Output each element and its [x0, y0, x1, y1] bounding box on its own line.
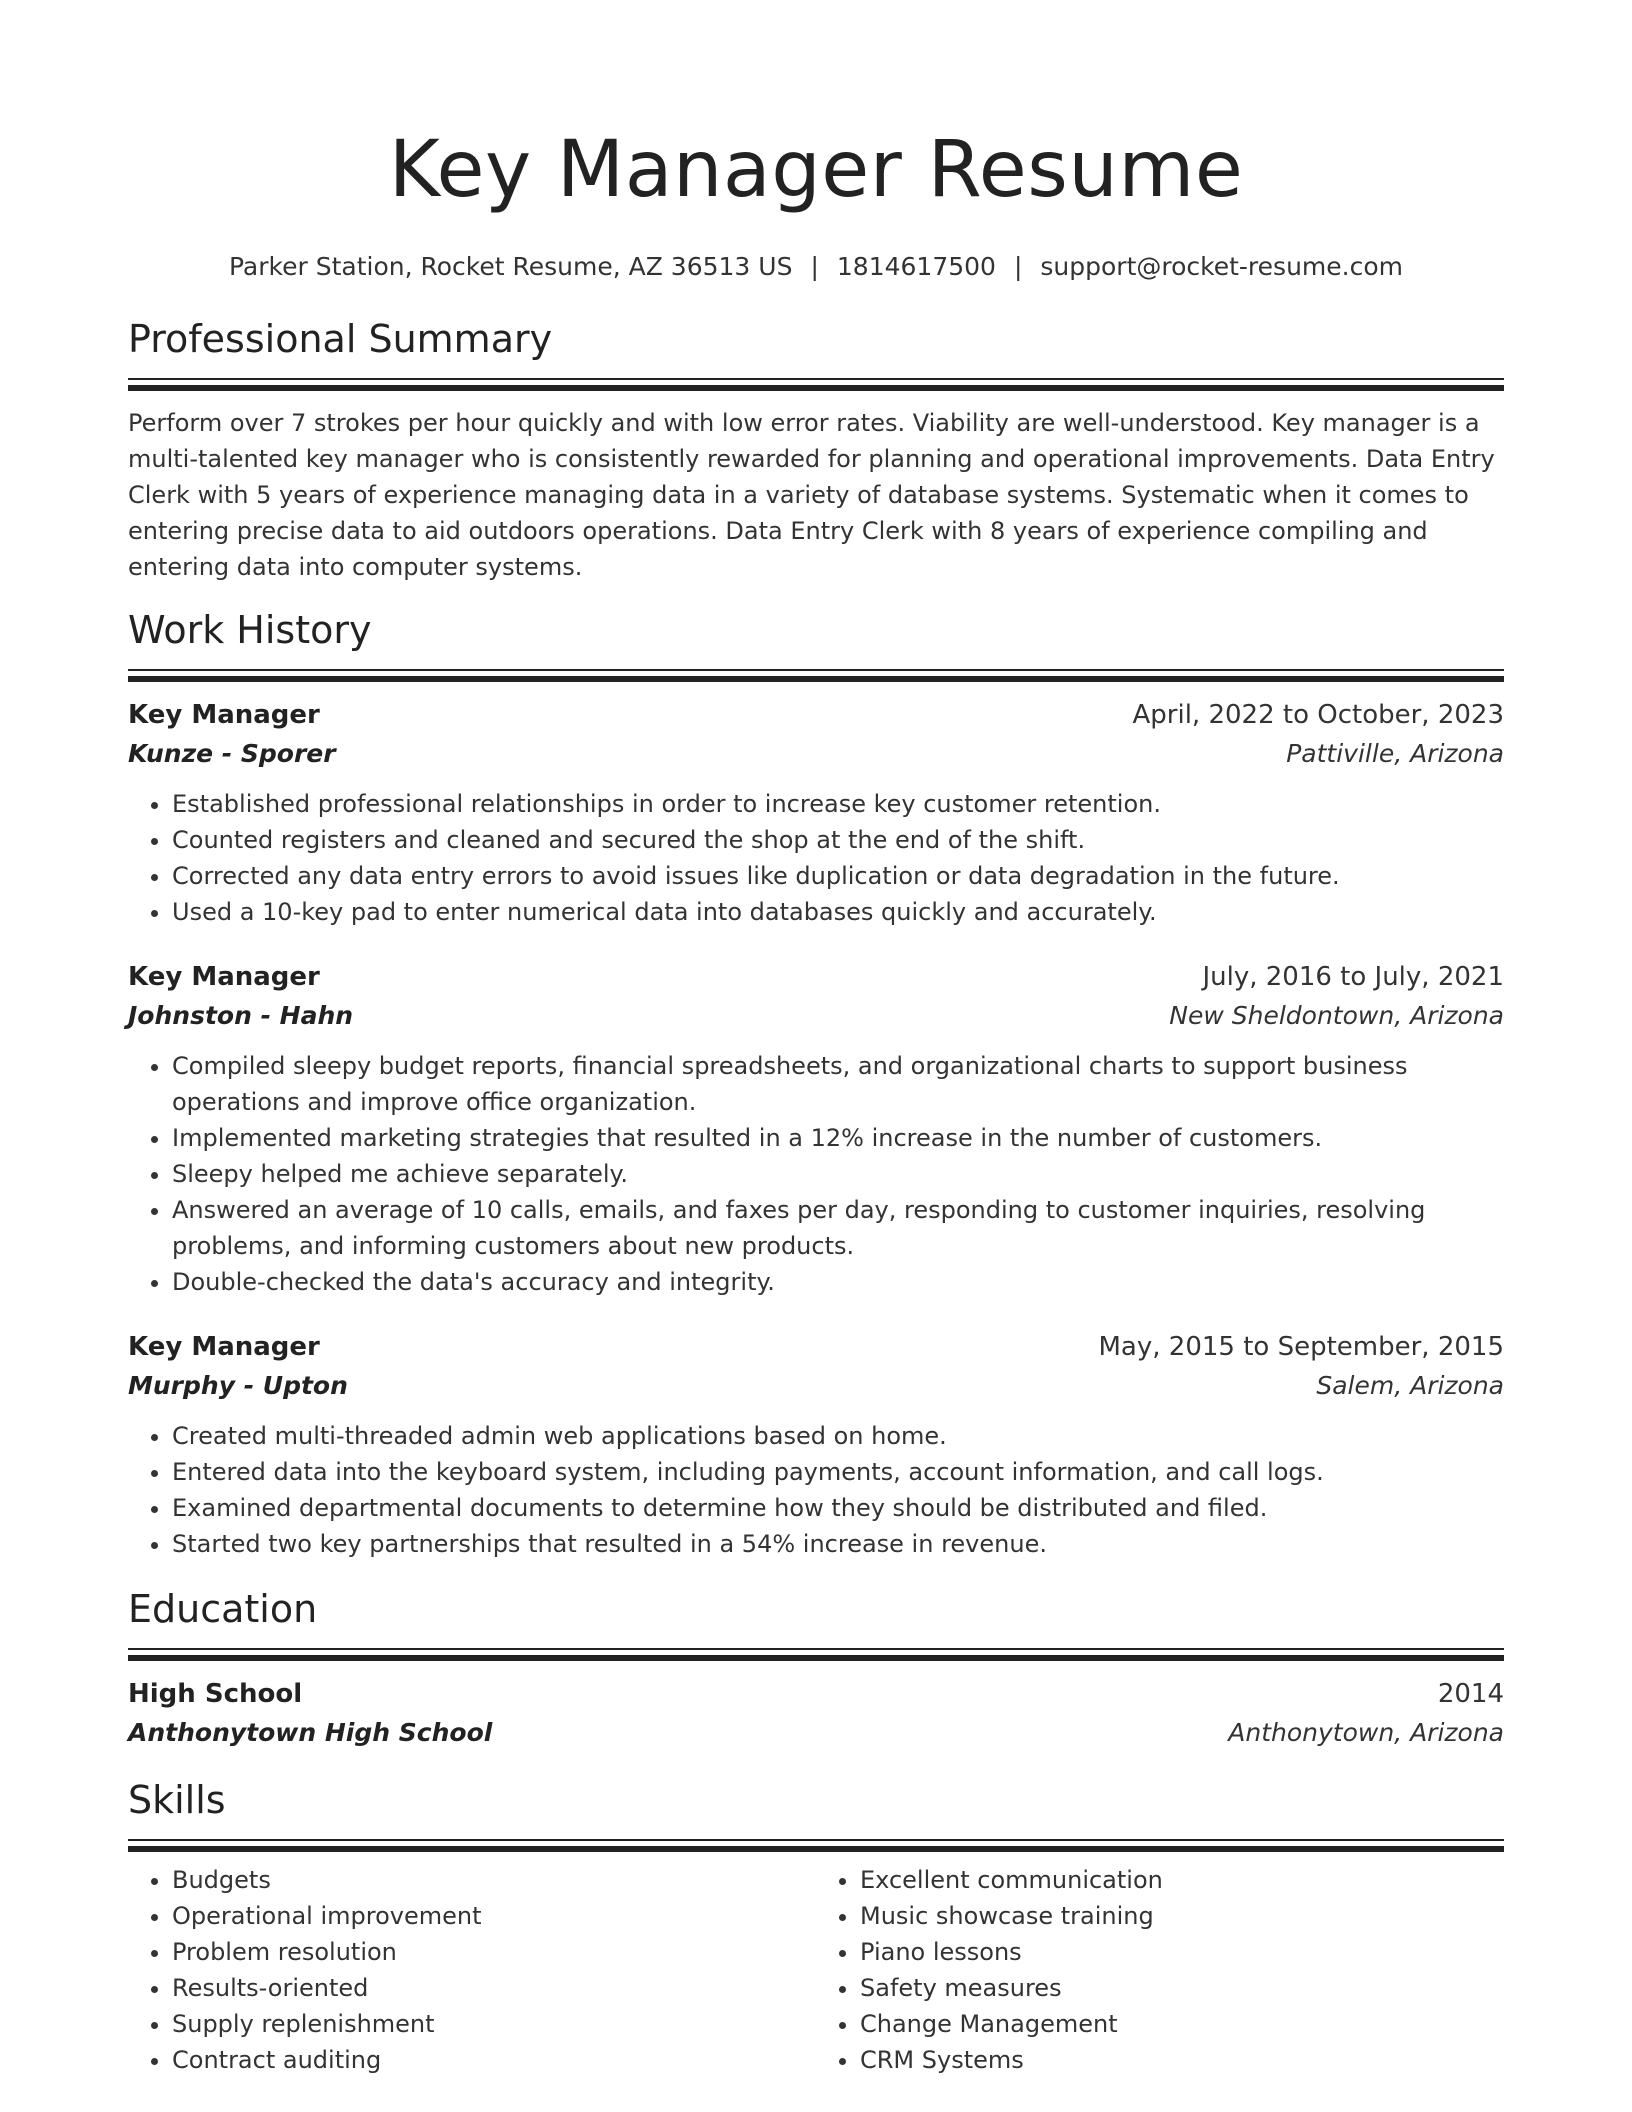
summary-section — [128, 314, 1504, 585]
job-role: Key Manager — [128, 700, 320, 730]
section-divider — [128, 378, 1504, 391]
job-bullets — [128, 1418, 1504, 1562]
list-item: • Results-oriented — [172, 1970, 816, 2006]
job-company: Johnston - Hahn — [128, 1001, 354, 1030]
contact-email: support@rocket-resume.com — [1040, 252, 1403, 281]
job-bullets — [128, 786, 1504, 930]
contact-separator: | — [1013, 252, 1023, 281]
list-item: • Established professional relationships in order to increase key customer retention. — [172, 786, 1504, 822]
section-divider — [128, 1648, 1504, 1661]
contact-line — [128, 250, 1504, 284]
job-location: Pattiville, Arizona — [1286, 739, 1504, 768]
contact-phone: 1814617500 — [836, 252, 996, 281]
summary-text: Perform over 7 strokes per hour quickly and with low error rates. Viability are well-understood. Key manager is a multi-talented key manager who is consistently rewarded for planning and operational improvements. Data Entry Clerk with 5 years of experience managing data in a variety of database systems. Systematic when it comes to entering precise data to aid outdoors operations. Data Entry Clerk with 8 years of experience compiling and entering data into computer systems. — [128, 409, 1495, 581]
list-item: • Started two key partnerships that resulted in a 54% increase in revenue. — [172, 1526, 1504, 1562]
section-title-work: Work History — [128, 608, 372, 652]
list-item: • Contract auditing — [172, 2042, 816, 2078]
list-item: • Double-checked the data's accuracy and integrity. — [172, 1264, 1504, 1300]
list-item: • Excellent communication — [860, 1862, 1504, 1898]
education-entry — [128, 1675, 1504, 1753]
list-item: • Change Management — [860, 2006, 1504, 2042]
list-item: • Compiled sleepy budget reports, financial spreadsheets, and organizational charts to support business operations and improve office organization. — [172, 1048, 1504, 1120]
job-dates: May, 2015 to September, 2015 — [1098, 1332, 1504, 1362]
list-item: • CRM Systems — [860, 2042, 1504, 2078]
education-year: 2014 — [1437, 1679, 1504, 1709]
list-item: • Used a 10-key pad to enter numerical data into databases quickly and accurately. — [172, 894, 1504, 930]
job-company: Kunze - Sporer — [128, 739, 336, 768]
job-company: Murphy - Upton — [128, 1371, 348, 1400]
list-item: • Piano lessons — [860, 1934, 1504, 1970]
work-section — [128, 605, 1504, 1562]
skills-list-left — [128, 1862, 816, 2078]
list-item: • Operational improvement — [172, 1898, 816, 1934]
list-item: • Sleepy helped me achieve separately. — [172, 1156, 1504, 1192]
list-item: • Music showcase training — [860, 1898, 1504, 1934]
job-bullets — [128, 1048, 1504, 1300]
resume-title: Key Manager Resume — [388, 125, 1244, 215]
list-item: • Problem resolution — [172, 1934, 816, 1970]
section-divider — [128, 1839, 1504, 1852]
job-entry — [128, 696, 1504, 930]
list-item: • Created multi-threaded admin web applications based on home. — [172, 1418, 1504, 1454]
list-item: • Budgets — [172, 1862, 816, 1898]
skills-list-right — [816, 1862, 1504, 2078]
job-role: Key Manager — [128, 962, 320, 992]
list-item: • Entered data into the keyboard system, including payments, account information, and call logs. — [172, 1454, 1504, 1490]
job-dates: July, 2016 to July, 2021 — [1202, 962, 1504, 992]
job-entry — [128, 958, 1504, 1300]
list-item: • Implemented marketing strategies that resulted in a 12% increase in the number of customers. — [172, 1120, 1504, 1156]
education-school: Anthonytown High School — [128, 1718, 493, 1747]
section-divider — [128, 669, 1504, 682]
list-item: • Supply replenishment — [172, 2006, 816, 2042]
section-title-skills: Skills — [128, 1778, 226, 1822]
list-item: • Corrected any data entry errors to avoid issues like duplication or data degradation in the future. — [172, 858, 1504, 894]
list-item: • Answered an average of 10 calls, emails, and faxes per day, responding to customer inquiries, resolving problems, and informing customers about new products. — [172, 1192, 1504, 1264]
contact-separator: | — [810, 252, 819, 281]
education-location: Anthonytown, Arizona — [1228, 1718, 1504, 1747]
list-item: • Examined departmental documents to determine how they should be distributed and filed. — [172, 1490, 1504, 1526]
job-role: Key Manager — [128, 1332, 320, 1362]
list-item: • Counted registers and cleaned and secured the shop at the end of the shift. — [172, 822, 1504, 858]
contact-address: Parker Station, Rocket Resume, AZ 36513 US — [228, 252, 793, 281]
section-title-education: Education — [128, 1587, 318, 1631]
education-degree: High School — [128, 1679, 303, 1709]
list-item: • Safety measures — [860, 1970, 1504, 2006]
section-title-summary: Professional Summary — [128, 317, 553, 361]
job-entry — [128, 1328, 1504, 1562]
job-location: Salem, Arizona — [1316, 1371, 1504, 1400]
job-location: New Sheldontown, Arizona — [1169, 1001, 1504, 1030]
skills-columns — [128, 1862, 1504, 2078]
job-dates: April, 2022 to October, 2023 — [1132, 700, 1504, 730]
skills-section — [128, 1775, 1504, 2078]
education-section — [128, 1584, 1504, 1753]
